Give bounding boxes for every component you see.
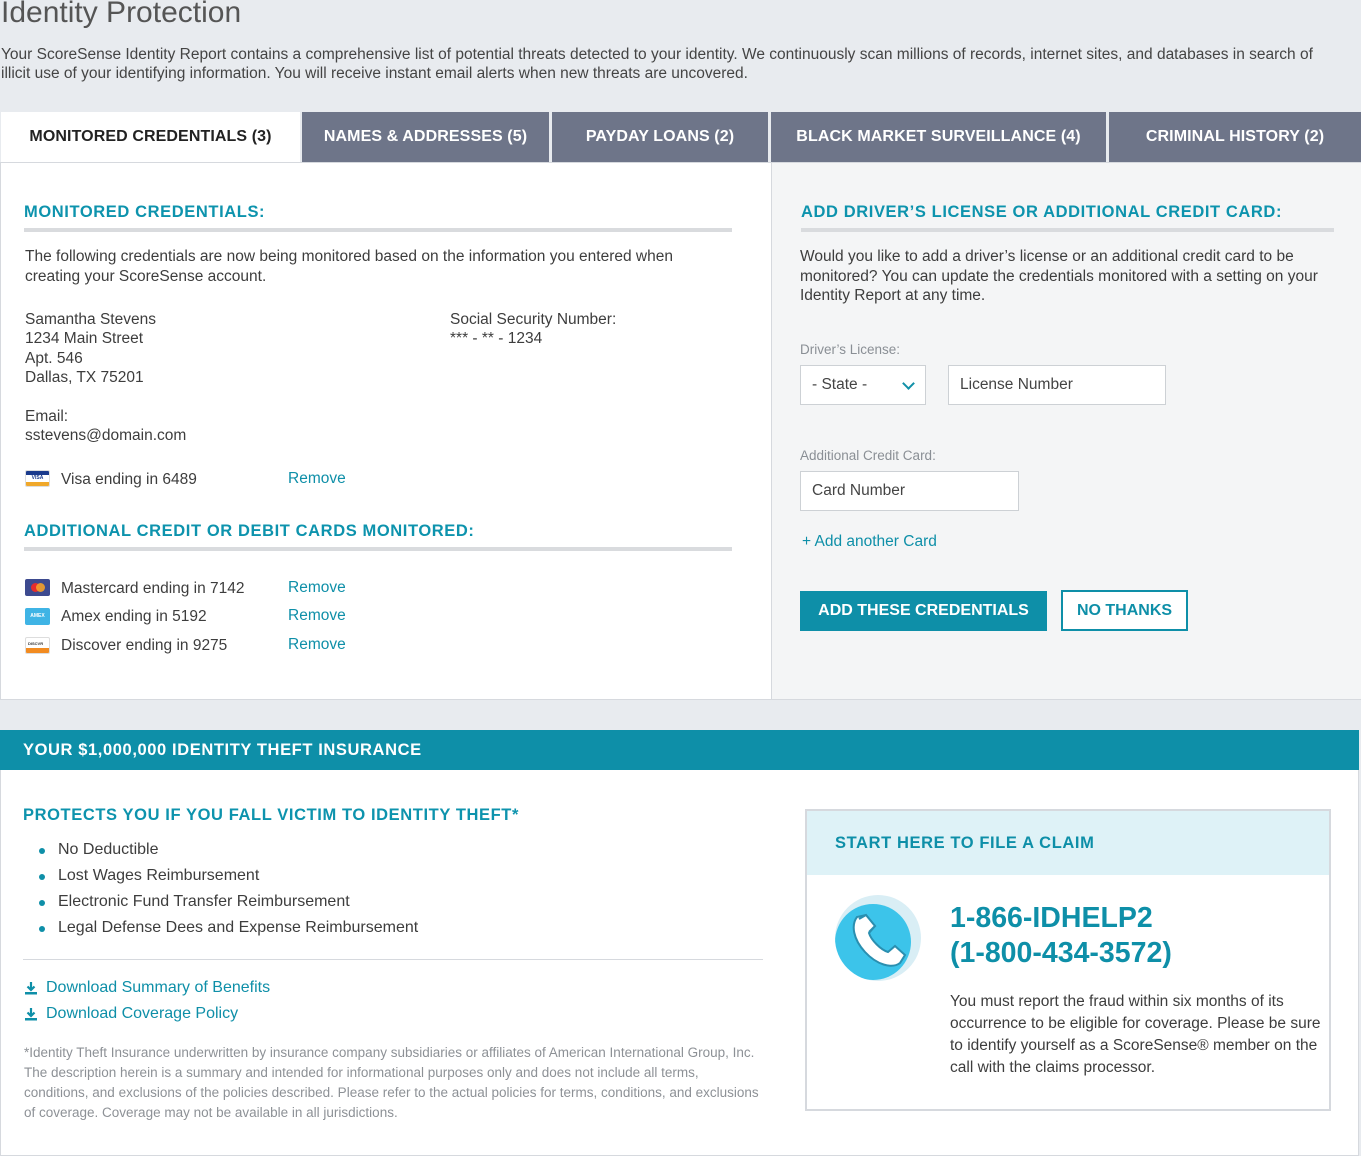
add-credentials-description: Would you like to add a driver’s license or an additional credit card to be monitored? You can update the credentials monitored with a setting on your Identity Report at any time. bbox=[800, 248, 1318, 304]
chevron-down-icon bbox=[902, 377, 915, 390]
remove-discover-link[interactable]: Remove bbox=[288, 636, 346, 653]
remove-mastercard-link[interactable]: Remove bbox=[288, 579, 346, 596]
no-thanks-button[interactable]: NO THANKS bbox=[1061, 590, 1188, 631]
tab-monitored-credentials[interactable]: MONITORED CREDENTIALS (3) bbox=[1, 112, 300, 162]
amex-card-icon: AMEX bbox=[25, 608, 50, 625]
download-policy-link[interactable] bbox=[24, 1005, 238, 1023]
license-number-input[interactable]: License Number bbox=[948, 365, 1166, 405]
section-divider bbox=[801, 228, 1334, 232]
card-number-input[interactable]: Card Number bbox=[800, 471, 1019, 511]
remove-visa-link[interactable]: Remove bbox=[288, 470, 346, 487]
tab-names-addresses[interactable]: NAMES & ADDRESSES (5) bbox=[302, 112, 549, 162]
state-select[interactable] bbox=[800, 365, 926, 405]
tab-payday-loans[interactable]: PAYDAY LOANS (2) bbox=[552, 112, 768, 162]
remove-amex-link[interactable]: Remove bbox=[288, 607, 346, 624]
insurance-fine-print: *Identity Theft Insurance underwritten by insurance company subsidiaries or affiliates of American International Group, Inc. The description herein is a summary and intended for informational purposes only and does not include all terms, conditions, and exclusions of the policies described. Please refer to the actual policies for terms, conditions, and exclusions of coverage. Coverage may not be available in all jurisdictions. bbox=[24, 1045, 759, 1120]
download-summary-link[interactable] bbox=[24, 979, 270, 997]
tab-criminal-history[interactable]: CRIMINAL HISTORY (2) bbox=[1109, 112, 1361, 162]
file-claim-heading: START HERE TO FILE A CLAIM bbox=[807, 811, 1329, 875]
claim-instructions: You must report the fraud within six months of its occurrence to be eligible for coverage. Please be sure to identify yourself as a ScoreSense® member on the call with the claims processor. bbox=[950, 993, 1321, 1076]
email-value: sstevens@domain.com bbox=[25, 427, 187, 444]
monitored-description: The following credentials are now being monitored based on the information you entered when creating your ScoreSense account. bbox=[25, 248, 673, 285]
insurance-title-bar: YOUR $1,000,000 IDENTITY THEFT INSURANCE bbox=[0, 730, 1359, 770]
visa-card-icon: VISA bbox=[25, 470, 50, 487]
mastercard-label: Mastercard ending in 7142 bbox=[61, 580, 245, 597]
phone-icon bbox=[835, 895, 921, 981]
list-item: Lost Wages Reimbursement bbox=[39, 867, 418, 893]
visa-card-label: Visa ending in 6489 bbox=[61, 471, 197, 488]
benefits-list bbox=[39, 841, 418, 945]
section-divider bbox=[24, 228, 732, 232]
ssn-value: *** - ** - 1234 bbox=[450, 330, 543, 347]
add-credentials-heading: ADD DRIVER’S LICENSE OR ADDITIONAL CREDIT CARD: bbox=[801, 203, 1283, 221]
page-intro: Your ScoreSense Identity Report contains a comprehensive list of potential threats detected to your identity. We continuously scan millions of records, internet sites, and databases in search of illicit use of your identifying information. You will receive instant email alerts when new threats are uncovered. bbox=[1, 46, 1313, 82]
address-line1: 1234 Main Street bbox=[25, 330, 144, 347]
list-item: No Deductible bbox=[39, 841, 418, 867]
claim-phone-numeric: (1-800-434-3572) bbox=[950, 937, 1172, 969]
add-another-card-link[interactable]: + Add another Card bbox=[802, 533, 937, 550]
divider bbox=[23, 959, 763, 960]
download-summary-label: Download Summary of Benefits bbox=[46, 979, 271, 996]
address-city: Dallas, TX 75201 bbox=[25, 369, 144, 386]
mastercard-icon bbox=[25, 579, 50, 596]
page-title: Identity Protection bbox=[1, 0, 242, 29]
monitored-credentials-heading: MONITORED CREDENTIALS: bbox=[24, 203, 266, 221]
additional-cards-heading: ADDITIONAL CREDIT OR DEBIT CARDS MONITORED: bbox=[24, 522, 475, 540]
amex-card-label: Amex ending in 5192 bbox=[61, 608, 207, 625]
list-item: Legal Defense Dees and Expense Reimbursement bbox=[39, 919, 418, 945]
email-label: Email: bbox=[25, 408, 69, 425]
download-icon bbox=[24, 981, 38, 995]
download-policy-label: Download Coverage Policy bbox=[46, 1005, 239, 1022]
additional-card-label: Additional Credit Card: bbox=[800, 448, 936, 463]
state-select-value: - State - bbox=[812, 376, 868, 393]
list-item: Electronic Fund Transfer Reimbursement bbox=[39, 893, 418, 919]
tab-bar bbox=[0, 112, 1361, 162]
claim-phone-number[interactable] bbox=[950, 901, 1172, 971]
insurance-heading: PROTECTS YOU IF YOU FALL VICTIM TO IDENTITY THEFT* bbox=[23, 806, 520, 824]
monitored-credentials-section bbox=[1, 163, 771, 699]
address-line2: Apt. 546 bbox=[25, 350, 83, 367]
address-name: Samantha Stevens bbox=[25, 311, 156, 328]
discover-card-label: Discover ending in 9275 bbox=[61, 637, 228, 654]
drivers-license-label: Driver’s License: bbox=[800, 342, 901, 357]
ssn-label: Social Security Number: bbox=[450, 311, 617, 328]
download-icon bbox=[24, 1007, 38, 1021]
credentials-panel bbox=[0, 162, 1361, 700]
tab-black-market-surveillance[interactable]: BLACK MARKET SURVEILLANCE (4) bbox=[771, 112, 1106, 162]
add-credentials-section bbox=[771, 163, 1361, 699]
add-credentials-button[interactable]: ADD THESE CREDENTIALS bbox=[800, 591, 1047, 631]
discover-card-icon: DISCVR bbox=[25, 637, 50, 654]
file-claim-box bbox=[805, 809, 1331, 1111]
insurance-panel bbox=[0, 770, 1359, 1156]
claim-phone-vanity: 1-866-IDHELP2 bbox=[950, 902, 1153, 934]
section-divider bbox=[24, 547, 732, 551]
